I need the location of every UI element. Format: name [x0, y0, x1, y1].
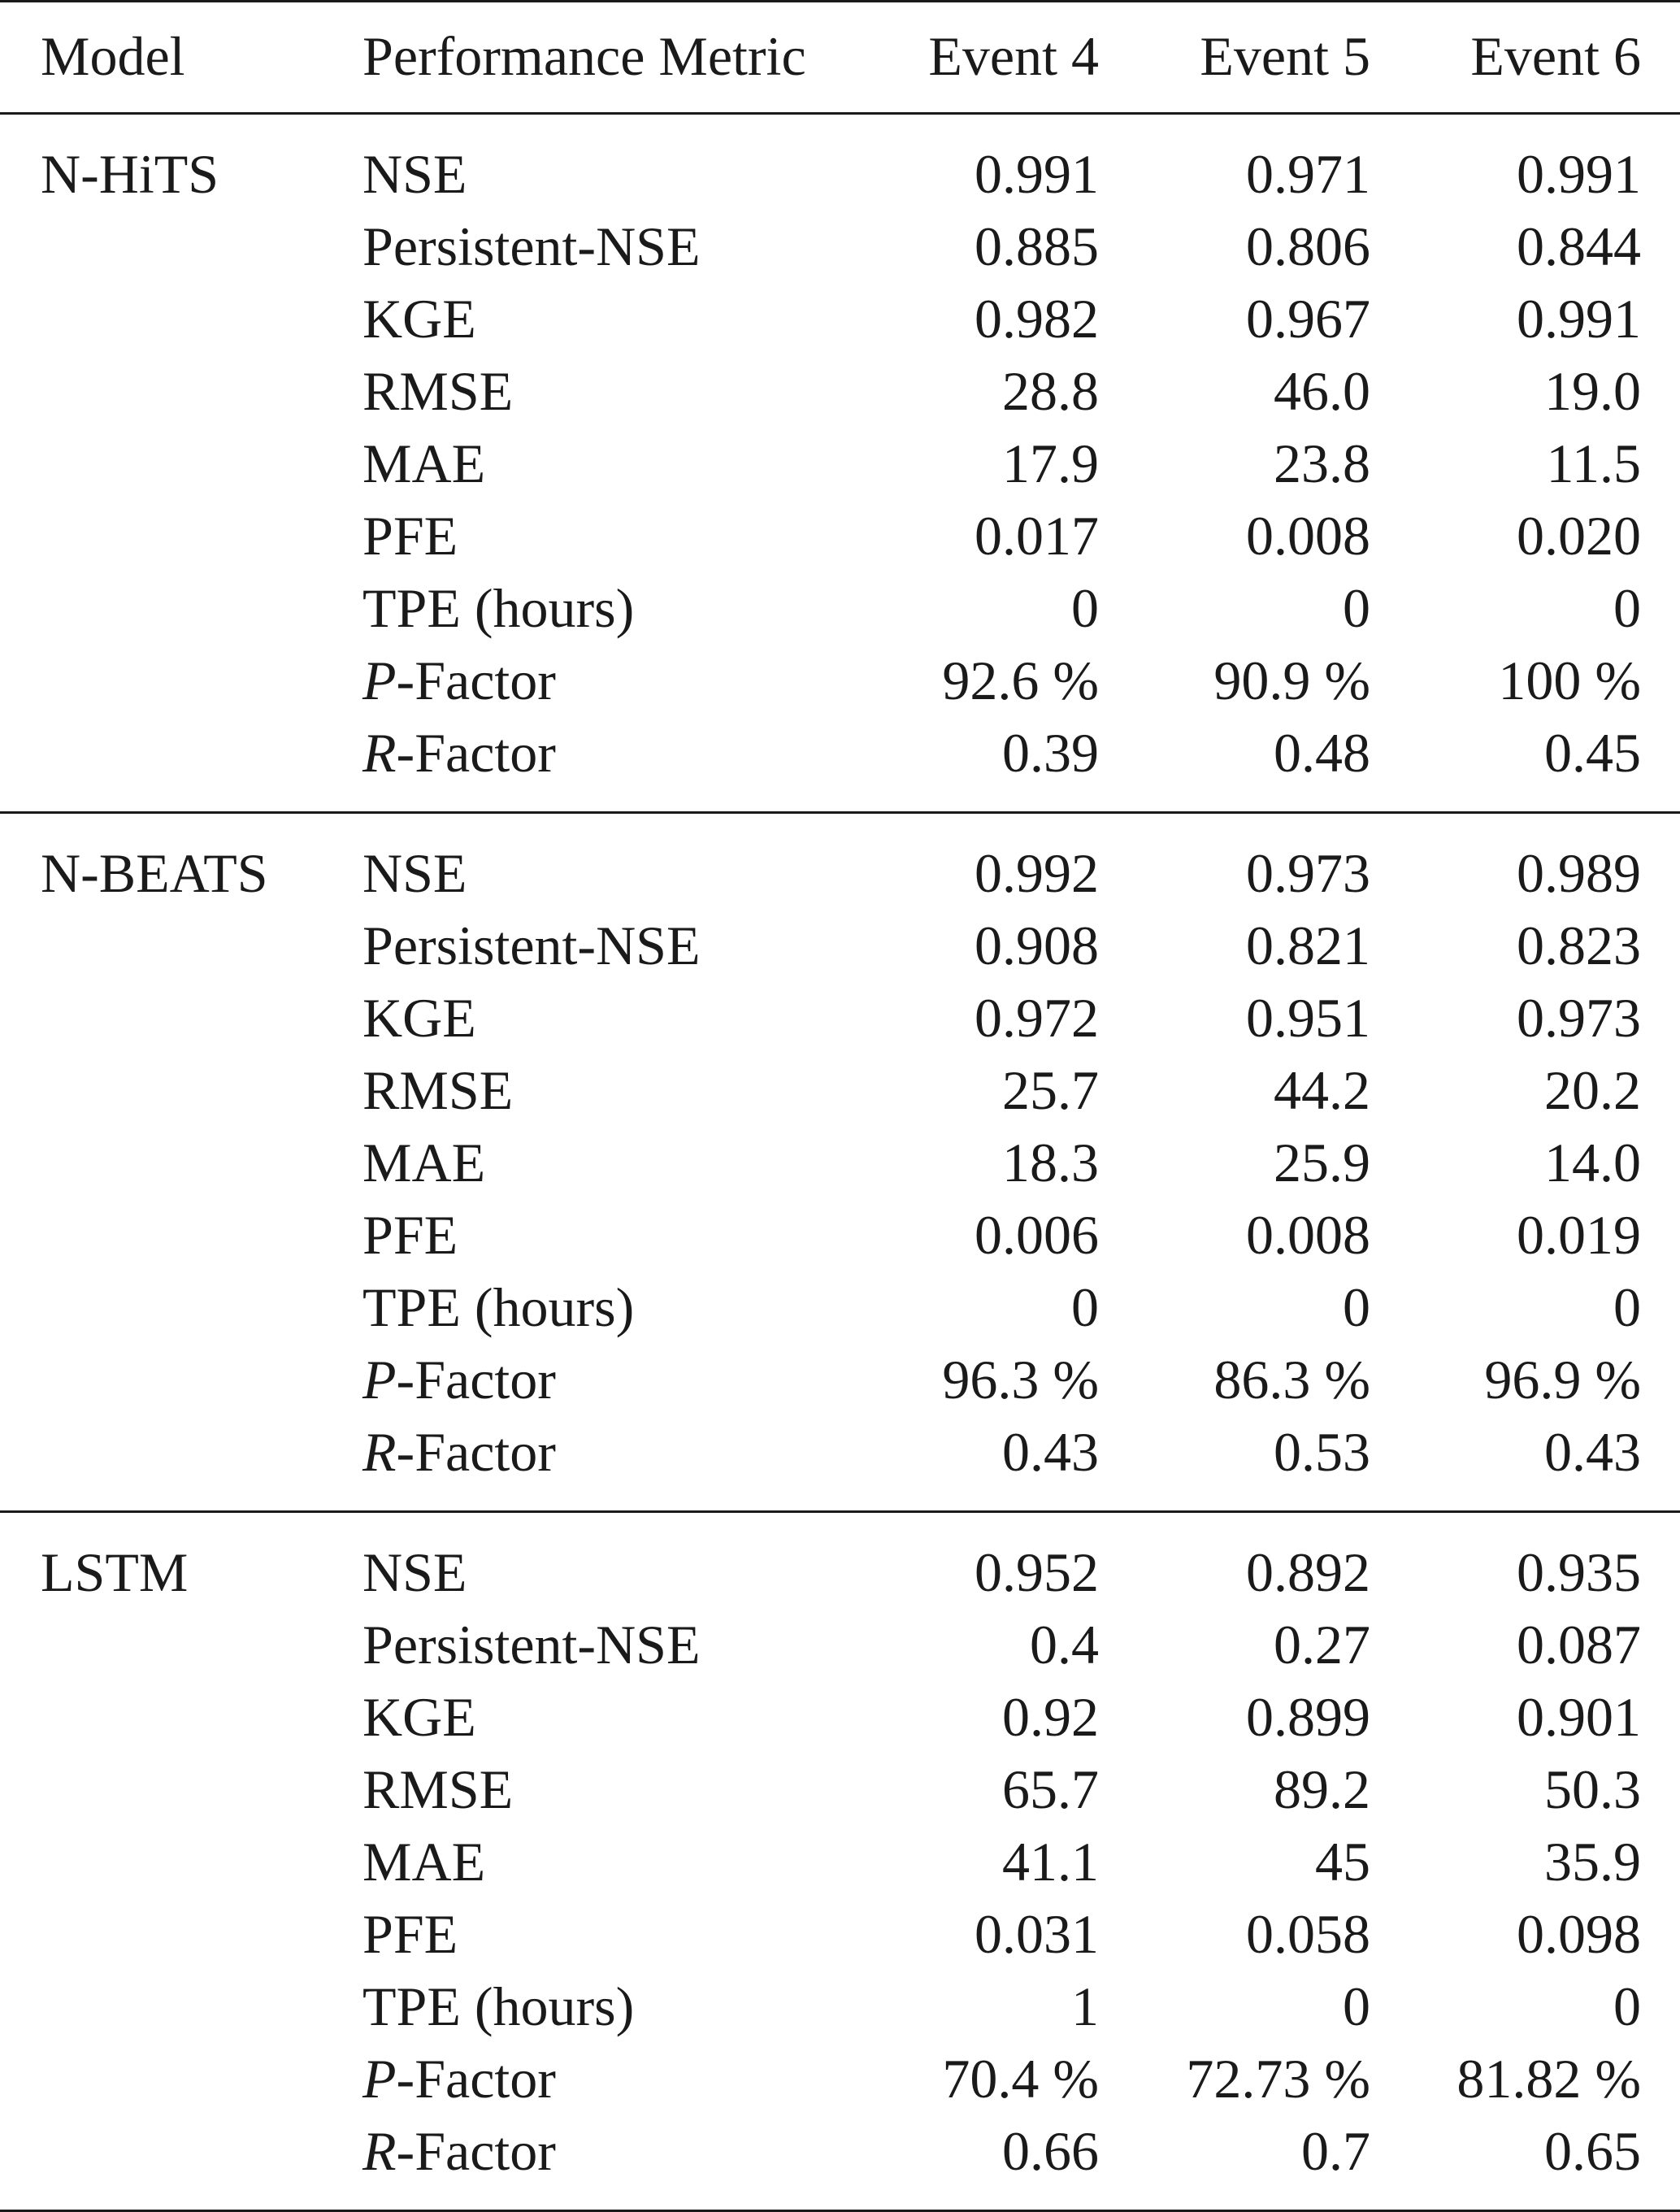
header-model: Model	[0, 0, 362, 114]
metric-cell: MAE	[362, 1830, 486, 1893]
metric-cell: KGE	[362, 1685, 476, 1748]
model-name-cell	[0, 210, 362, 282]
value-cell-e4: 25.7	[1002, 1058, 1099, 1121]
model-name-cell	[0, 1753, 362, 1825]
value-cell-e6: 19.0	[1544, 359, 1641, 422]
table-row	[0, 644, 1680, 716]
model-name-cell: N-HiTS	[41, 142, 219, 205]
model-name-cell	[0, 1608, 362, 1680]
value-cell-e5: 86.3 %	[1213, 1348, 1370, 1410]
value-cell-e5: 0.951	[1246, 986, 1370, 1049]
table-row	[0, 1415, 1680, 1512]
table-row	[0, 1198, 1680, 1271]
metric-cell: KGE	[362, 287, 476, 350]
value-cell-e5: 0	[1343, 1275, 1370, 1338]
metric-suffix: -Factor	[396, 721, 556, 784]
value-cell-e5: 0.971	[1246, 142, 1370, 205]
value-cell-e5: 0	[1343, 1975, 1370, 2037]
value-cell-e6: 0.901	[1517, 1685, 1641, 1748]
header-metric: Performance Metric	[362, 0, 870, 114]
value-cell-e6: 0.020	[1517, 504, 1641, 567]
table-row	[0, 210, 1680, 282]
table-row	[0, 981, 1680, 1054]
metric-cell: NSE	[362, 1541, 467, 1603]
value-cell-e6: 11.5	[1546, 432, 1641, 494]
value-cell-e6: 50.3	[1544, 1758, 1641, 1820]
value-cell-e6: 0.935	[1517, 1541, 1641, 1603]
value-cell-e4: 0.017	[975, 504, 1099, 567]
table-row	[0, 1271, 1680, 1343]
model-name-cell	[0, 1343, 362, 1415]
table-row	[0, 1608, 1680, 1680]
model-name-cell	[0, 282, 362, 354]
metric-cell: PFE	[362, 1203, 458, 1266]
header-event5: Event 5	[1138, 0, 1409, 114]
metric-cell: TPE (hours)	[362, 576, 635, 639]
metric-cell	[362, 716, 870, 813]
metric-symbol: P	[362, 2047, 397, 2110]
value-cell-e4: 0	[1071, 1275, 1099, 1338]
table-row	[0, 282, 1680, 354]
value-cell-e5: 72.73 %	[1186, 2047, 1370, 2110]
table-row	[0, 716, 1680, 813]
table-row	[0, 499, 1680, 571]
metric-cell: Persistent-NSE	[362, 914, 701, 976]
value-cell-e5: 0.821	[1246, 914, 1370, 976]
value-cell-e6: 0.45	[1544, 721, 1641, 784]
model-name-cell	[0, 354, 362, 427]
model-name-cell	[0, 1415, 362, 1512]
value-cell-e4: 0.992	[975, 841, 1099, 904]
model-name-cell	[0, 716, 362, 813]
value-cell-e6: 0	[1613, 576, 1641, 639]
table-row	[0, 813, 1680, 910]
value-cell-e6: 20.2	[1544, 1058, 1641, 1121]
model-name-cell	[0, 1897, 362, 1970]
value-cell-e4: 65.7	[1002, 1758, 1099, 1820]
metric-cell: NSE	[362, 142, 467, 205]
value-cell-e4: 0	[1071, 576, 1099, 639]
metric-suffix: -Factor	[396, 649, 556, 711]
model-group	[0, 114, 1680, 813]
value-cell-e4: 0.006	[975, 1203, 1099, 1266]
model-name-cell	[0, 909, 362, 981]
value-cell-e5: 0.973	[1246, 841, 1370, 904]
metric-cell: PFE	[362, 504, 458, 567]
value-cell-e6: 14.0	[1544, 1131, 1641, 1193]
value-cell-e5: 0.892	[1246, 1541, 1370, 1603]
value-cell-e5: 0.53	[1274, 1420, 1370, 1483]
value-cell-e4: 0.4	[1030, 1613, 1099, 1675]
model-name-cell	[0, 1198, 362, 1271]
value-cell-e4: 92.6 %	[942, 649, 1099, 711]
metric-suffix: -Factor	[396, 2119, 556, 2182]
metric-symbol: P	[362, 1348, 397, 1410]
table-row	[0, 114, 1680, 211]
metric-cell	[362, 644, 870, 716]
value-cell-e5: 0	[1343, 576, 1370, 639]
header-event6: Event 6	[1409, 0, 1680, 114]
metric-symbol: R	[362, 721, 397, 784]
value-cell-e6: 81.82 %	[1456, 2047, 1641, 2110]
metric-cell	[362, 1343, 870, 1415]
value-cell-e6: 0.019	[1517, 1203, 1641, 1266]
value-cell-e6: 96.9 %	[1484, 1348, 1641, 1410]
metric-cell	[362, 1415, 870, 1512]
value-cell-e5: 25.9	[1274, 1131, 1370, 1193]
value-cell-e4: 0.972	[975, 986, 1099, 1049]
model-name-cell	[0, 2042, 362, 2114]
metric-cell	[362, 2114, 870, 2211]
model-name-cell	[0, 571, 362, 644]
table-row	[0, 909, 1680, 981]
metric-cell: MAE	[362, 1131, 486, 1193]
model-name-cell: N-BEATS	[41, 841, 268, 904]
model-name-cell	[0, 1271, 362, 1343]
table-row	[0, 571, 1680, 644]
value-cell-e6: 100 %	[1498, 649, 1641, 711]
value-cell-e4: 0.66	[1002, 2119, 1099, 2182]
metric-cell: PFE	[362, 1902, 458, 1965]
value-cell-e5: 89.2	[1274, 1758, 1370, 1820]
table-row	[0, 1825, 1680, 1897]
value-cell-e6: 0.087	[1517, 1613, 1641, 1675]
table-row	[0, 1753, 1680, 1825]
model-name-cell	[0, 2114, 362, 2211]
value-cell-e5: 0.967	[1246, 287, 1370, 350]
metric-symbol: R	[362, 1420, 397, 1483]
header-event4: Event 4	[870, 0, 1138, 114]
metric-symbol: P	[362, 649, 397, 711]
top-rule	[0, 0, 1680, 2]
metric-cell: MAE	[362, 432, 486, 494]
value-cell-e6: 0.973	[1517, 986, 1641, 1049]
value-cell-e4: 0.43	[1002, 1420, 1099, 1483]
value-cell-e4: 0.885	[975, 215, 1099, 277]
value-cell-e4: 41.1	[1002, 1830, 1099, 1893]
value-cell-e5: 0.7	[1301, 2119, 1370, 2182]
value-cell-e4: 96.3 %	[942, 1348, 1099, 1410]
metric-cell: TPE (hours)	[362, 1275, 635, 1338]
table-row	[0, 2042, 1680, 2114]
metric-cell: RMSE	[362, 359, 514, 422]
value-cell-e5: 90.9 %	[1213, 649, 1370, 711]
value-cell-e5: 0.48	[1274, 721, 1370, 784]
value-cell-e5: 46.0	[1274, 359, 1370, 422]
value-cell-e6: 0	[1613, 1275, 1641, 1338]
model-name-cell	[0, 1825, 362, 1897]
value-cell-e6: 0.098	[1517, 1902, 1641, 1965]
value-cell-e6: 0.991	[1517, 142, 1641, 205]
value-cell-e6: 0.989	[1517, 841, 1641, 904]
model-name-cell	[0, 1054, 362, 1126]
metric-cell: NSE	[362, 841, 467, 904]
table-row	[0, 1126, 1680, 1198]
table-row	[0, 1512, 1680, 1609]
model-name-cell: LSTM	[41, 1541, 189, 1603]
metric-cell: KGE	[362, 986, 476, 1049]
metric-cell: RMSE	[362, 1758, 514, 1820]
table-row	[0, 1970, 1680, 2042]
table-row	[0, 1054, 1680, 1126]
value-cell-e5: 0.899	[1246, 1685, 1370, 1748]
metric-suffix: -Factor	[396, 2047, 556, 2110]
model-name-cell	[0, 499, 362, 571]
value-cell-e4: 17.9	[1002, 432, 1099, 494]
metric-suffix: -Factor	[396, 1420, 556, 1483]
metric-cell: Persistent-NSE	[362, 215, 701, 277]
value-cell-e5: 0.008	[1246, 1203, 1370, 1266]
value-cell-e6: 0.43	[1544, 1420, 1641, 1483]
metric-cell: TPE (hours)	[362, 1975, 635, 2037]
value-cell-e5: 0.058	[1246, 1902, 1370, 1965]
metric-cell: RMSE	[362, 1058, 514, 1121]
model-name-cell	[0, 1970, 362, 2042]
value-cell-e5: 0.008	[1246, 504, 1370, 567]
value-cell-e4: 0.39	[1002, 721, 1099, 784]
value-cell-e6: 0.65	[1544, 2119, 1641, 2182]
header-row	[0, 0, 1680, 114]
value-cell-e6: 0.823	[1517, 914, 1641, 976]
table-row	[0, 427, 1680, 499]
model-group	[0, 813, 1680, 1512]
value-cell-e6: 0	[1613, 1975, 1641, 2037]
value-cell-e6: 0.844	[1517, 215, 1641, 277]
value-cell-e4: 18.3	[1002, 1131, 1099, 1193]
value-cell-e4: 0.92	[1002, 1685, 1099, 1748]
value-cell-e4: 0.952	[975, 1541, 1099, 1603]
table-row	[0, 2114, 1680, 2211]
value-cell-e5: 0.806	[1246, 215, 1370, 277]
value-cell-e6: 0.991	[1517, 287, 1641, 350]
value-cell-e4: 0.908	[975, 914, 1099, 976]
value-cell-e5: 0.27	[1274, 1613, 1370, 1675]
table-row	[0, 1680, 1680, 1753]
metric-cell: Persistent-NSE	[362, 1613, 701, 1675]
value-cell-e4: 28.8	[1002, 359, 1099, 422]
value-cell-e4: 0.982	[975, 287, 1099, 350]
table-row	[0, 1897, 1680, 1970]
model-name-cell	[0, 1126, 362, 1198]
value-cell-e5: 45	[1315, 1830, 1370, 1893]
metric-suffix: -Factor	[396, 1348, 556, 1410]
model-group	[0, 1512, 1680, 2211]
value-cell-e4: 0.031	[975, 1902, 1099, 1965]
model-name-cell	[0, 981, 362, 1054]
metric-symbol: R	[362, 2119, 397, 2182]
table-row	[0, 354, 1680, 427]
model-name-cell	[0, 427, 362, 499]
value-cell-e4: 1	[1071, 1975, 1099, 2037]
value-cell-e4: 0.991	[975, 142, 1099, 205]
value-cell-e5: 23.8	[1274, 432, 1370, 494]
model-name-cell	[0, 644, 362, 716]
metric-cell	[362, 2042, 870, 2114]
value-cell-e6: 35.9	[1544, 1830, 1641, 1893]
table-row	[0, 1343, 1680, 1415]
model-name-cell	[0, 1680, 362, 1753]
value-cell-e5: 44.2	[1274, 1058, 1370, 1121]
value-cell-e4: 70.4 %	[942, 2047, 1099, 2110]
